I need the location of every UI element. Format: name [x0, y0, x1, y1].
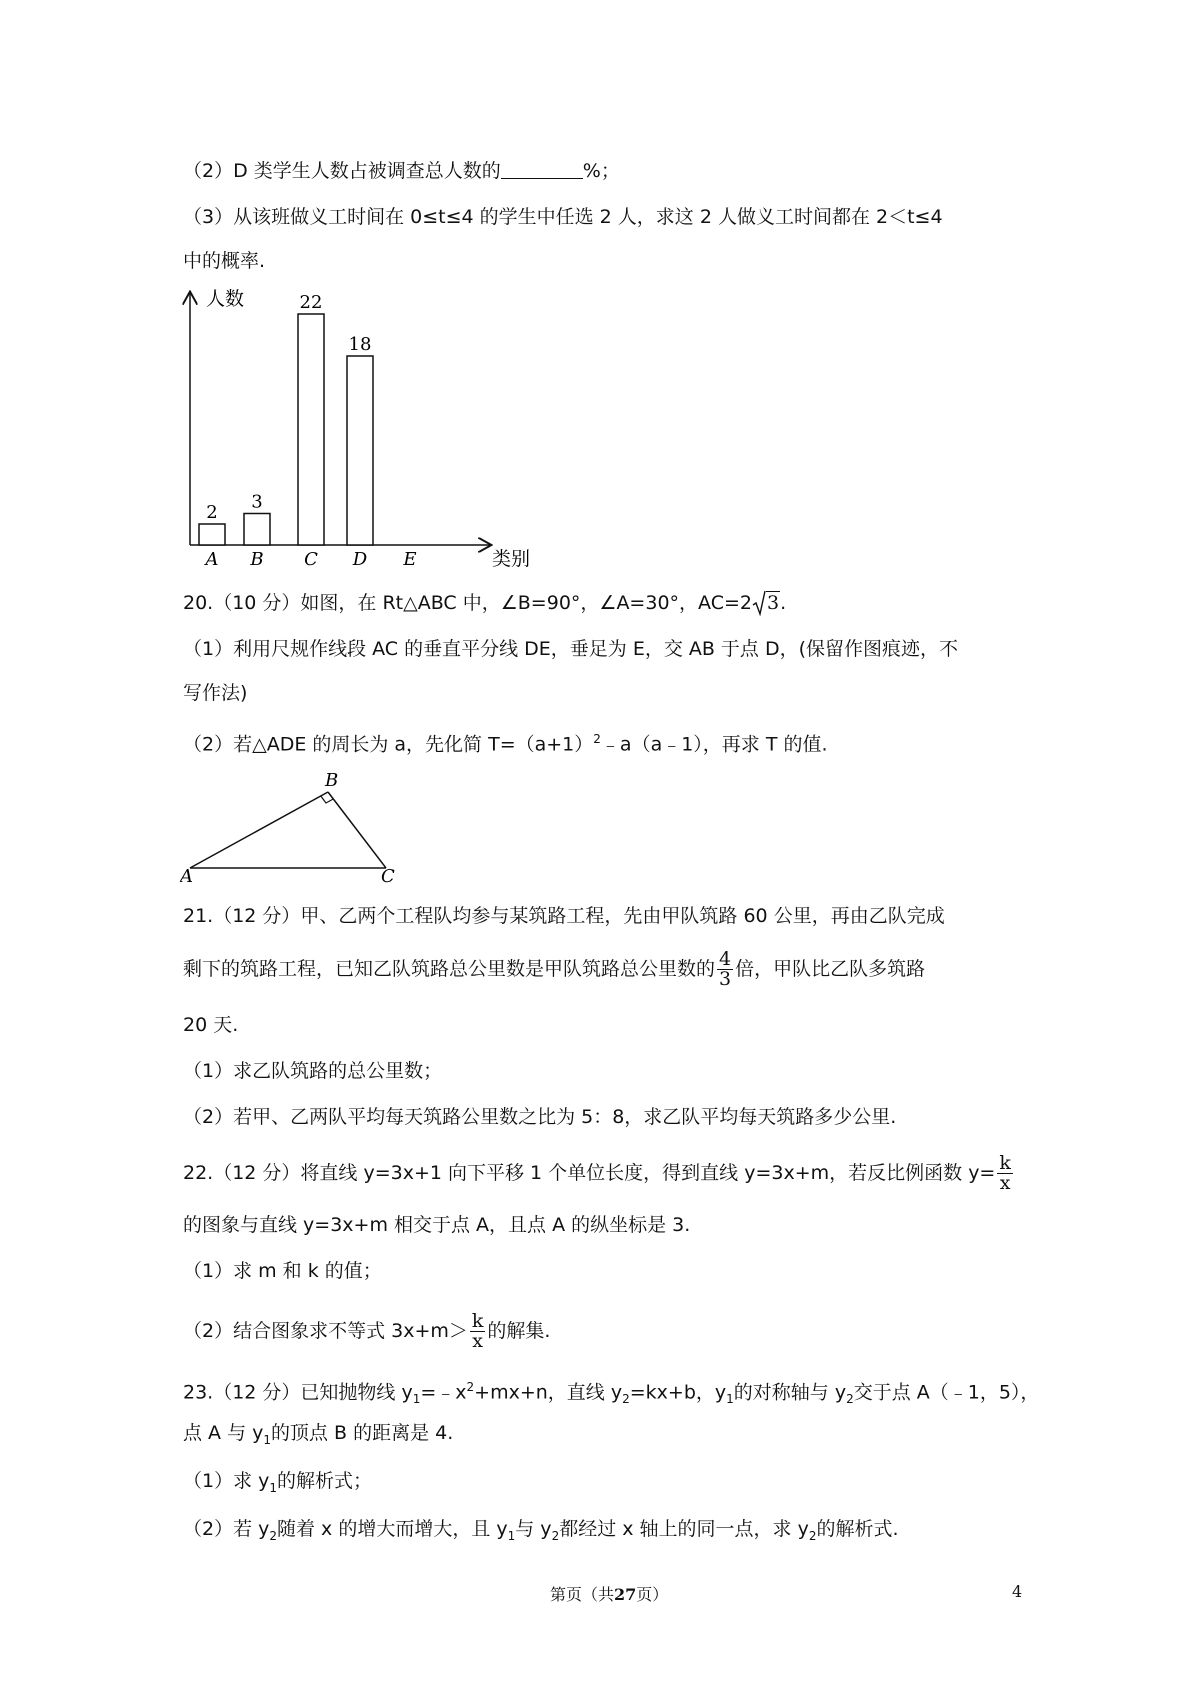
q20-part1-line1: （1）利用尺规作线段 AC 的垂直平分线 DE，垂足为 E，交 AB 于点 D，(保留作图痕迹，不 — [183, 638, 959, 660]
q20-part2: （2）若△ADE 的周长为 a，先化简 $T=(a+1)^2﹣a(a﹣1)$，再求 T 的值. — [183, 732, 828, 756]
q23-line2: 点 A 与 $y_1$的顶点 B 的距离是 4. — [183, 1422, 454, 1447]
page-footer: 第页（共27页） — [550, 1585, 669, 1604]
fraction-k-x: $\frac{k}{x}$ — [999, 1152, 1011, 1194]
bar-C — [298, 314, 324, 545]
page-number: 4 — [1012, 1582, 1023, 1601]
triangle-figure — [180, 760, 410, 885]
bar-B — [244, 514, 270, 546]
q22-part2: （2）结合图象求不等式 3x+m＞ $\frac{k}{x}$ 的解集. — [183, 1310, 551, 1352]
q20-stem: 20.（10 分）如图，在 Rt△ABC 中，∠B=90°，∠A=30°，AC=2 3. — [183, 592, 787, 614]
bar-value-label-C: 22 — [299, 292, 323, 313]
vertex-label-c: C — [381, 866, 395, 885]
q19-part3-line2: 中的概率. — [183, 250, 266, 272]
q21-part2: （2）若甲、乙两队平均每天筑路公里数之比为 5：8，求乙队平均每天筑路多少公里. — [183, 1106, 897, 1128]
category-label-C: C — [304, 549, 318, 570]
category-label-D: D — [352, 549, 368, 570]
bar-value-label-A: 2 — [206, 502, 218, 523]
q22-part1: （1）求 m 和 k 的值； — [183, 1260, 382, 1282]
q22-line2: 的图象与直线 y=3x+m 相交于点 A，且点 A 的纵坐标是 3. — [183, 1214, 691, 1236]
q21-line3: 20 天. — [183, 1014, 239, 1036]
q21-part1: （1）求乙队筑路的总公里数； — [183, 1060, 443, 1082]
category-label-A: A — [205, 549, 219, 570]
vertex-label-b: B — [325, 770, 339, 791]
answer-blank — [501, 160, 583, 179]
x-axis-label: 类别 — [492, 548, 531, 570]
q21-line1: 21.（12 分）甲、乙两个工程队均参与某筑路工程，先由甲队筑路 60 公里，再由乙队完成 — [183, 905, 945, 927]
bar-D — [347, 356, 373, 545]
category-label-B: B — [250, 549, 264, 570]
bar-A — [199, 524, 225, 545]
bar-value-label-B: 3 — [251, 491, 263, 513]
q23-part1: （1）求 $y_1$的解析式； — [183, 1470, 373, 1495]
q23-part2: （2）若 $y_2$随着 x 的增大而增大，且 $y_1$与 $y_2$都经过 x 轴上的同一点，求 $y_2$的解析式. — [183, 1518, 899, 1543]
bar-chart — [170, 285, 550, 575]
y-axis-label: 人数 — [206, 288, 245, 310]
q19-part3-line1: （3）从该班做义工时间在 0≤t≤4 的学生中任选 2 人，求这 2 人做义工时间都在 2＜t≤4 — [183, 206, 943, 228]
bar-value-label-D: 18 — [348, 334, 372, 355]
category-label-E: E — [403, 549, 417, 570]
fraction-k-x: $\frac{k}{x}$ — [471, 1310, 484, 1352]
sqrt-expression: 3 — [752, 590, 780, 616]
q22-line1: 22.（12 分）将直线 y=3x+1 向下平移 1 个单位长度，得到直线 y=3x+m，若反比例函数 y= $\frac{k}{x}$ — [183, 1152, 1011, 1194]
q20-part1-line2: 写作法) — [183, 682, 248, 704]
q23-line1: 23.（12 分）已知抛物线 $y_1=﹣x^2+mx+n$，直线 $y_2=kx+b$，$y_1$的对称轴与 $y_2$交于点 A（﹣1，5）， — [183, 1380, 1040, 1407]
q21-line2: 剩下的筑路工程，已知乙队筑路总公里数是甲队筑路总公里数的 $\frac{4}{3}$ 倍，甲队比乙队多筑路 — [183, 948, 926, 990]
vertex-label-a: A — [180, 866, 193, 885]
fraction-4-3: $\frac{4}{3}$ — [719, 948, 732, 990]
q19-part2: （2）D 类学生人数占被调查总人数的 %； — [183, 160, 620, 182]
